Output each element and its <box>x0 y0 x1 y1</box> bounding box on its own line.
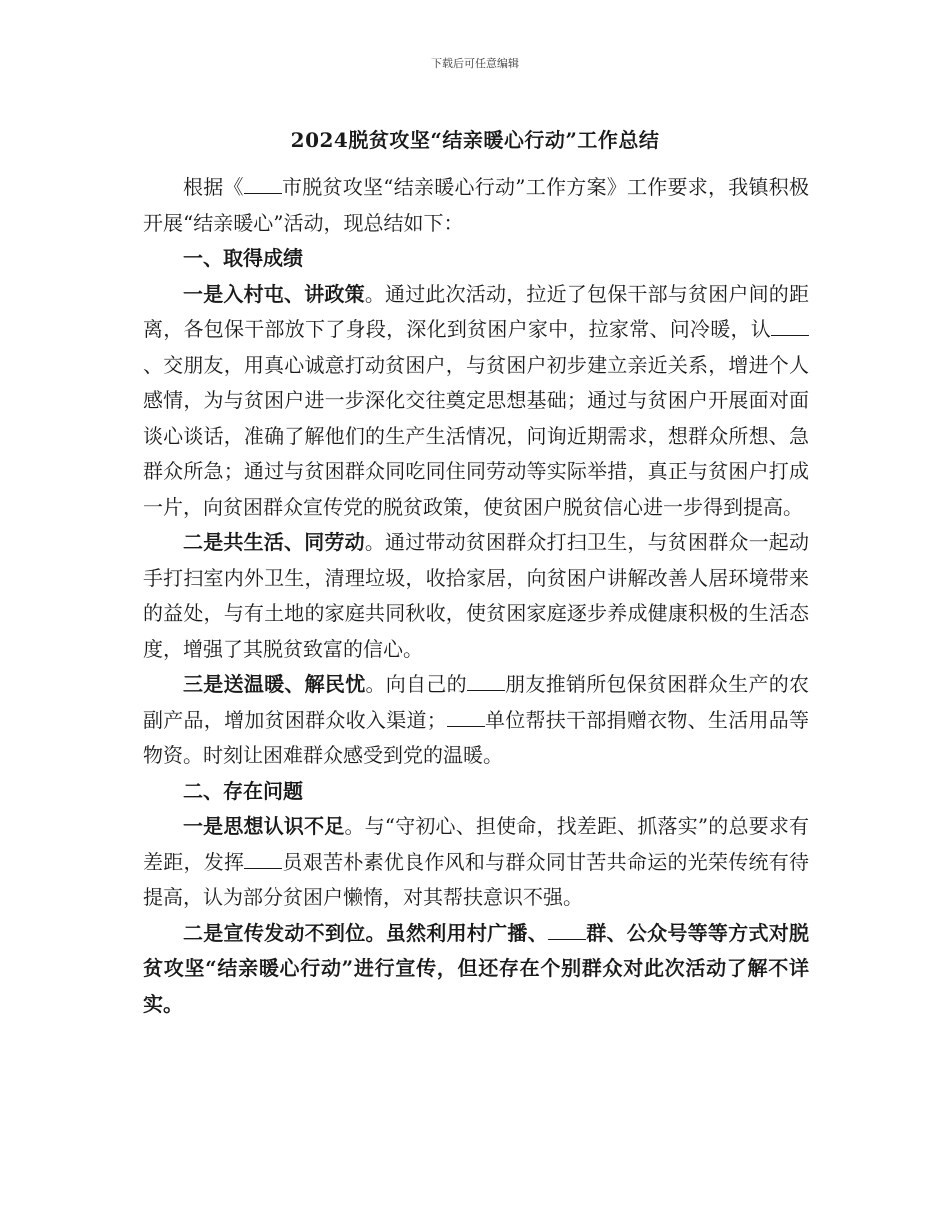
blank-line <box>467 674 505 691</box>
paragraph-achievement-3 <box>143 667 809 774</box>
paragraph-text: 、交朋友，用真心诚意打动贫困户，与贫困户初步建立亲近关系，增进个人感情，为与贫困户进一步深化交往奠定思想基础；通过与贫困户开展面对面谈心谈话，准确了解他们的生产生活情况，问询近期需求，想群众所想、急群众所急；通过与贫困群众同吃同住同劳动等实际举措，真正与贫困户打成一片，向贫困群众宣传党的脱贫政策，使贫困户脱贫信心进一步得到提高。 <box>143 352 809 519</box>
intro-text-a: 根据《 <box>183 175 244 199</box>
paragraph-problem-1 <box>143 809 809 916</box>
paragraph-text: 员艰苦朴素优良作风和与群众同甘苦共命运的光荣传统有待提高，认为部分贫困户懒惰，对其帮扶意识不强。 <box>143 849 810 909</box>
intro-text-b: 市脱贫攻坚“结亲暖心行动”工作方案》工作要求，我镇积极开展“结亲暖心”活动，现总结如下： <box>143 175 810 235</box>
blank-line <box>447 710 485 727</box>
paragraph-text: 朋友推销所包保贫困群众生产的农副产品，增加贫困群众收入渠道； <box>143 672 810 732</box>
paragraph-text: 单位帮扶干部捐赠衣物、生活用品等物资。时刻让困难群众感受到党的温暖。 <box>143 707 810 767</box>
blank-line <box>244 177 282 194</box>
paragraph-problem-2 <box>143 916 809 1023</box>
intro-paragraph <box>143 170 809 241</box>
paragraph-lead: 二是共生活、同劳动 <box>183 530 365 554</box>
document-title: 2024脱贫攻坚“结亲暖心行动”工作总结 <box>290 128 660 152</box>
paragraph-lead: 一是入村屯、讲政策 <box>183 281 365 306</box>
paragraph-achievement-2 <box>143 525 809 667</box>
document-body <box>143 170 809 1022</box>
paragraph-text: 二是宣传发动不到位。虽然利用村广播、 <box>183 920 548 945</box>
paragraph-text: 群、公众号等等方式对脱贫攻坚“结亲暖心行动”进行宣传，但还存在个别群众对此次活动了解不详实。 <box>143 920 810 1016</box>
blank-line <box>771 319 809 336</box>
paragraph-lead: 一是思想认识不足 <box>183 814 345 838</box>
blank-line <box>244 852 282 869</box>
paragraph-text: 。通过带动贫困群众打扫卫生，与贫困群众一起动手打扫室内外卫生，清理垃圾，收拾家居，向贫困户讲解改善人居环境带来的益处，与有土地的家庭共同秋收，使贫困家庭逐步养成健康积极的生活态度，增强了其脱贫致富的信心。 <box>143 530 810 661</box>
paragraph-lead: 三是送温暖、解民忧 <box>183 672 366 696</box>
header-note: 下载后可任意编辑 <box>431 57 519 70</box>
paragraph-text: 。与“守初心、担使命，找差距、抓落实”的总要求有差距，发挥 <box>143 814 810 874</box>
section-heading-achievements: 一、取得成绩 <box>183 246 303 270</box>
paragraph-text: 。向自己的 <box>365 672 467 696</box>
blank-line <box>548 923 586 940</box>
paragraph-achievement-1 <box>143 277 809 526</box>
paragraph-text: 。通过此次活动，拉近了包保干部与贫困户间的距离，各包保干部放下了身段，深化到贫困户家中，拉家常、问冷暖，认 <box>143 281 810 341</box>
section-heading-problems: 二、存在问题 <box>183 778 303 803</box>
